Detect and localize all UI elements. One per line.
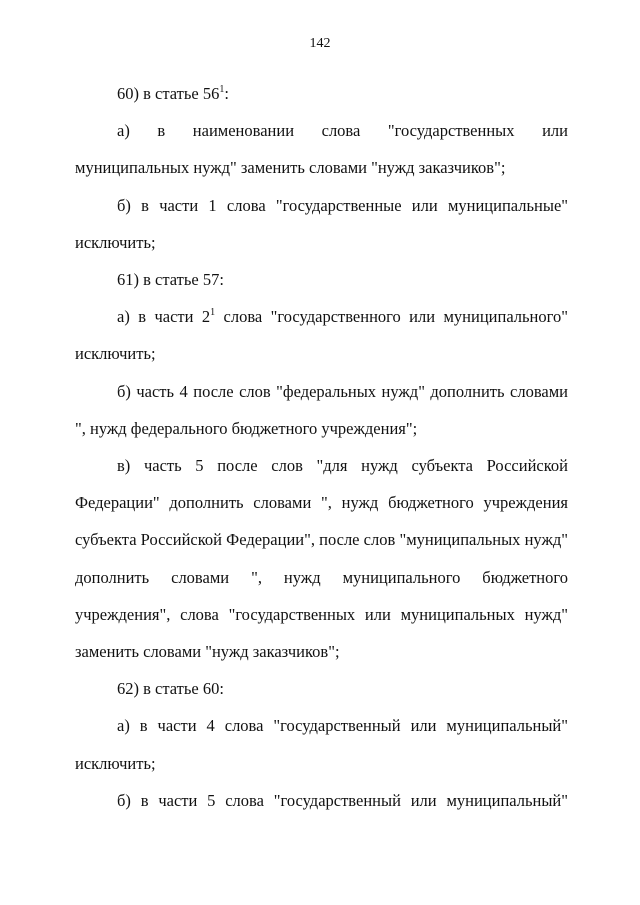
superscript: 1 [219,84,225,95]
paragraph-item-60a: а) в наименовании слова "государственных или муниципальных нужд" заменить словами "нужд заказчиков"; [75,121,568,178]
superscript: 1 [210,307,216,319]
paragraph-item-62b: б) в части 5 слова "государственный или муниципальный" [117,790,568,810]
paragraph-item-61: 61) в статье 57: [117,270,224,290]
paragraph-item-60b: б) в части 1 слова "государственные или муниципальные" исключить; [75,195,568,252]
paragraph-item-62a: а) в части 4 слова "государственный или муниципальный" исключить; [75,716,568,773]
paragraph-item-61b: б) часть 4 после слов "федеральных нужд" дополнить словами ", нужд федерального бюджетного учреждения"; [75,381,568,438]
paragraph-item-61a [75,298,568,372]
page-number: 142 [309,36,331,51]
document-body [75,75,568,819]
paragraph-text: 60) в статье 56 [117,84,220,103]
paragraph-item-62: 62) в статье 60: [117,679,224,699]
paragraph-item-60 [75,75,568,112]
paragraph-text-continued: слова "государственного или муниципального" исключить; [75,307,568,364]
paragraph-text-continued: : [224,84,229,103]
paragraph-text: а) в части 2 [117,307,211,327]
paragraph-item-61c: в) часть 5 после слов "для нужд субъекта Российской Федерации" дополнить словами ", нужд бюджетного учреждения субъекта Российской Федерации", после слов "муниципальных нужд" дополнить словами ", нужд муниципального бюджетного учреждения", слова "государственных или муниципальных нужд" заменить словами "нужд заказчиков"; [75,456,568,662]
